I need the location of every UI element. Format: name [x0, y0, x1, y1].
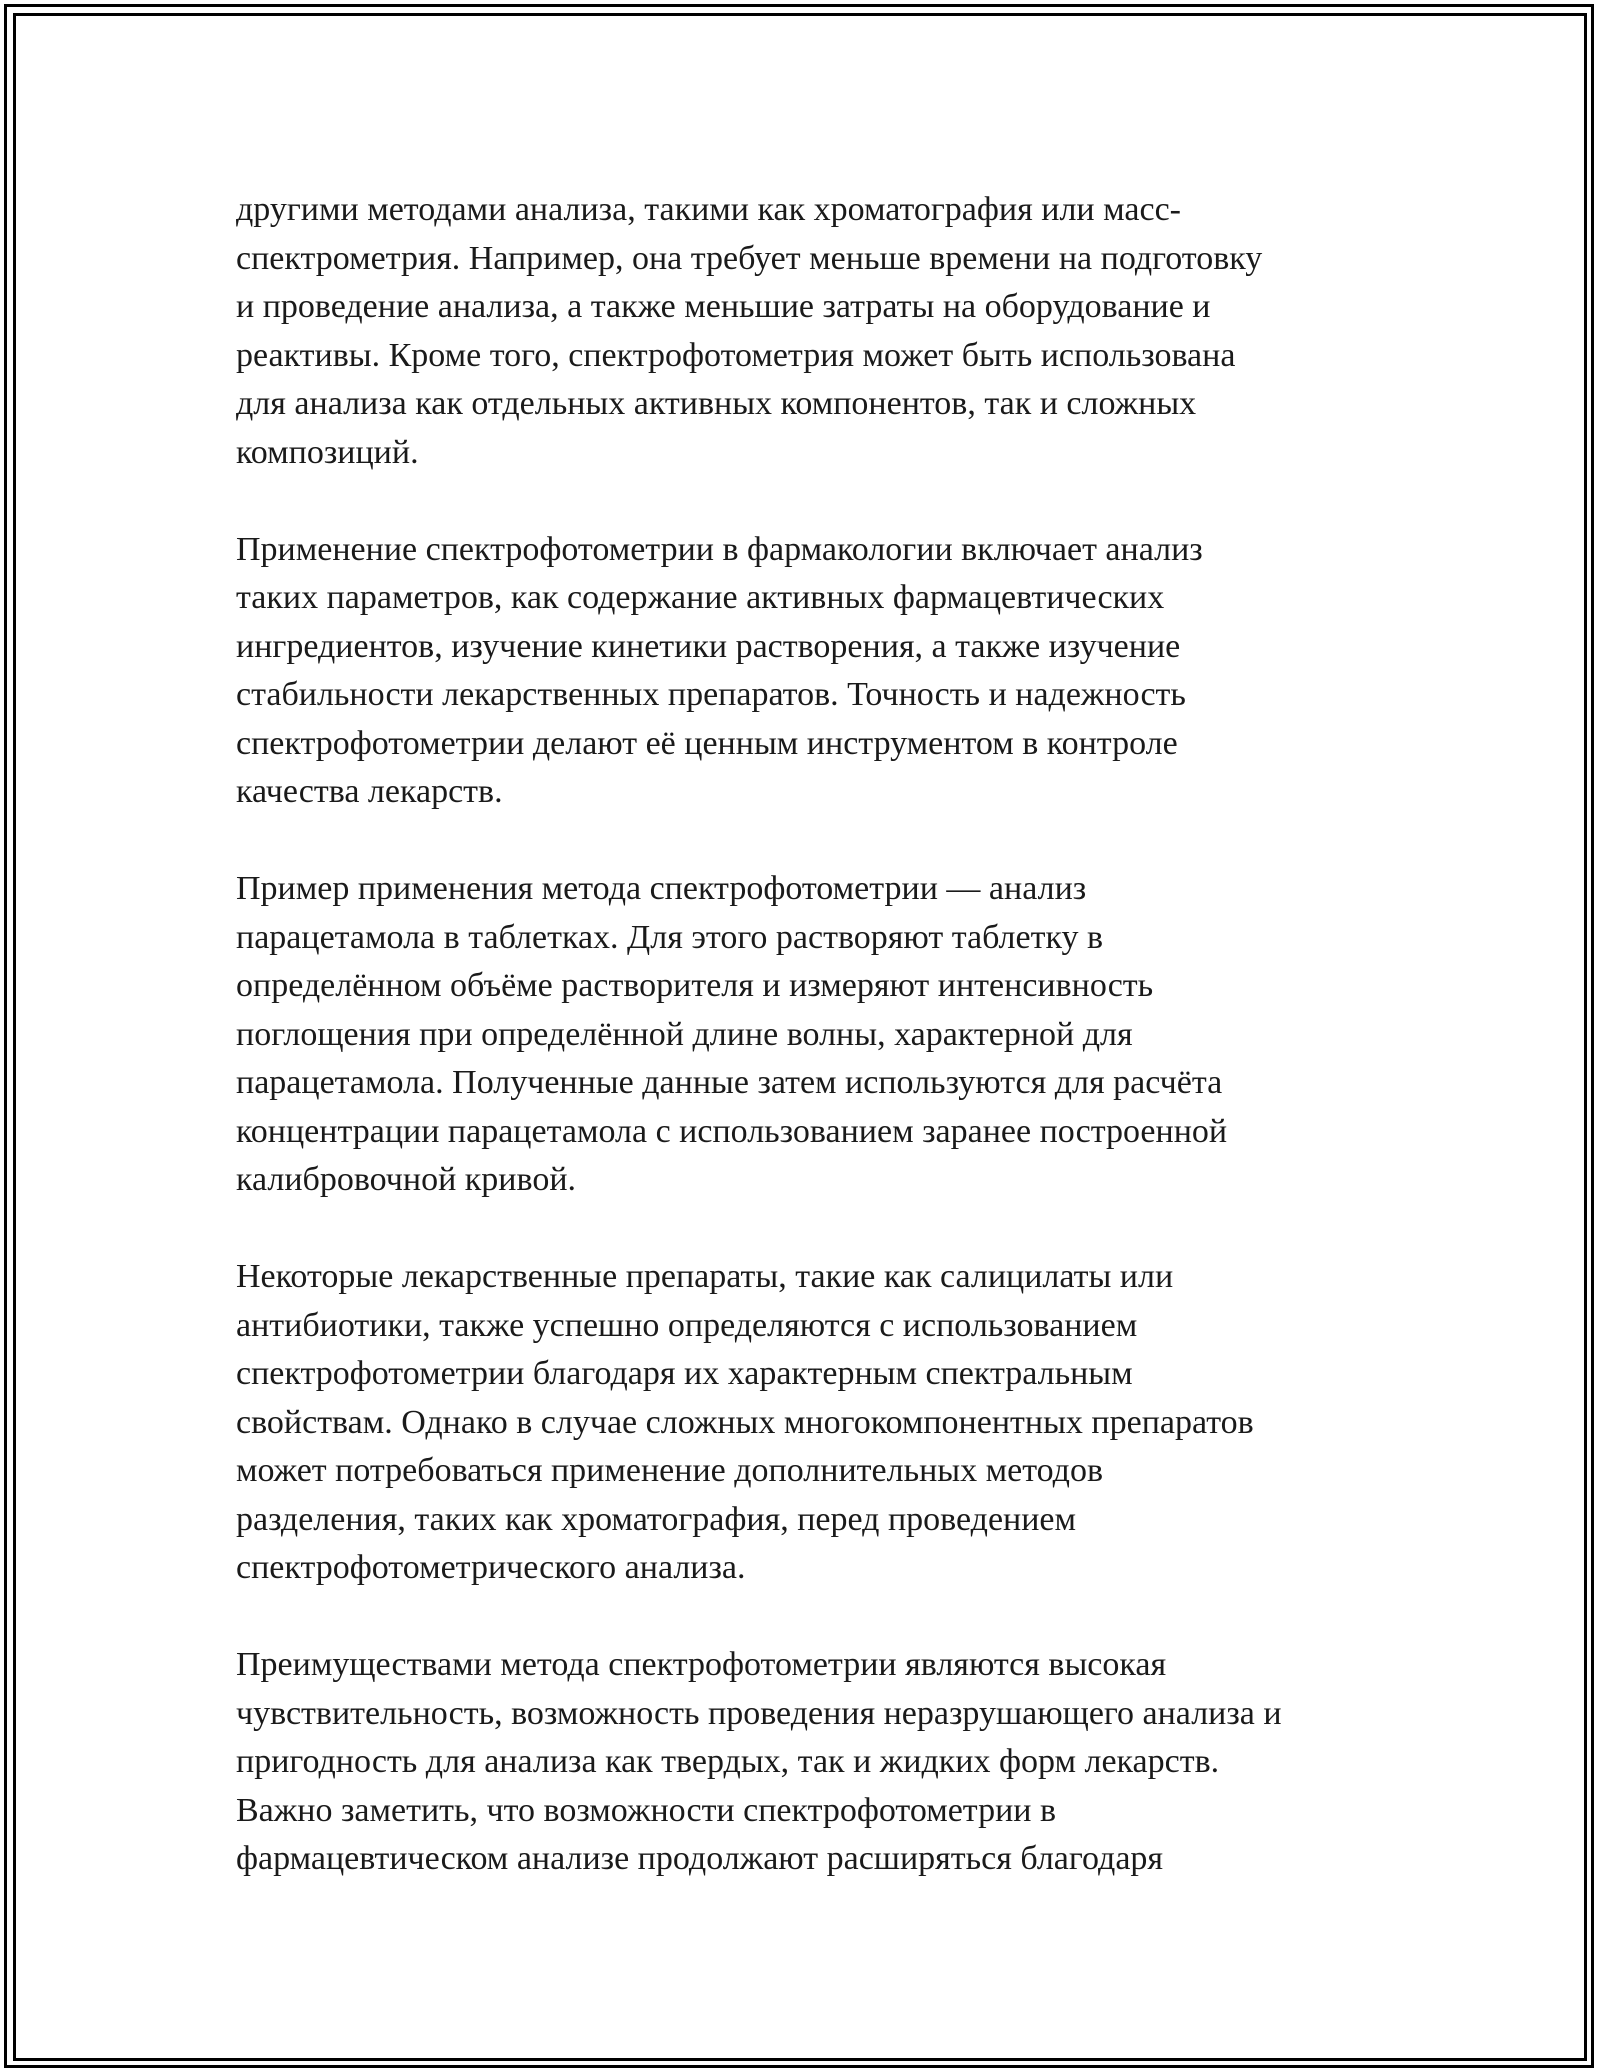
- text-line: концентрации парацетамола с использованием заранее построенной: [236, 1112, 1228, 1150]
- text-line: таких параметров, как содержание активных фармацевтических: [236, 579, 1165, 616]
- paragraph-4: [236, 1253, 1386, 1593]
- text-line: ингредиентов, изучение кинетики растворения, а также изучение: [236, 627, 1181, 665]
- text-line: парацетамола. Полученные данные затем используются для расчёта: [236, 1064, 1223, 1101]
- text-line: качества лекарств.: [236, 773, 503, 810]
- text-line: антибиотики, также успешно определяются с использованием: [236, 1306, 1138, 1344]
- text-line: Некоторые лекарственные препараты, такие как салицилаты или: [236, 1258, 1174, 1295]
- text-line: Применение спектрофотометрии в фармакологии включает анализ: [236, 530, 1203, 568]
- text-line: спектрофотометрии делают её ценным инструментом в контроле: [236, 724, 1178, 762]
- paragraph-5: [236, 1641, 1386, 1884]
- text-line: поглощения при определённой длине волны, характерной для: [236, 1015, 1133, 1053]
- text-line: фармацевтическом анализе продолжают расширяться благодаря: [236, 1840, 1164, 1877]
- text-line: чувствительность, возможность проведения неразрушающего анализа и: [236, 1694, 1282, 1732]
- text-line: другими методами анализа, такими как хроматография или масс-: [236, 191, 1181, 228]
- text-line: разделения, таких как хроматография, перед проведением: [236, 1500, 1077, 1538]
- text-line: и проведение анализа, а также меньшие затраты на оборудование и: [236, 288, 1211, 325]
- text-line: может потребоваться применение дополнительных методов: [236, 1452, 1103, 1489]
- text-line: свойствам. Однако в случае сложных многокомпонентных препаратов: [236, 1403, 1254, 1441]
- text-line: Пример применения метода спектрофотометрии — анализ: [236, 870, 1087, 907]
- text-line: Важно заметить, что возможности спектрофотометрии в: [236, 1791, 1057, 1829]
- document-body: [236, 186, 1386, 1932]
- paragraph-2: [236, 526, 1386, 817]
- text-line: композиций.: [236, 433, 419, 471]
- text-line: реактивы. Кроме того, спектрофотометрия может быть использована: [236, 336, 1236, 374]
- text-line: спектрофотометрии благодаря их характерным спектральным: [236, 1355, 1133, 1392]
- text-line: спектрофотометрического анализа.: [236, 1549, 746, 1586]
- text-line: определённом объёме растворителя и измеряют интенсивность: [236, 967, 1154, 1004]
- text-line: Преимуществами метода спектрофотометрии являются высокая: [236, 1646, 1167, 1683]
- text-line: пригодность для анализа как твердых, так и жидких форм лекарств.: [236, 1743, 1220, 1780]
- paragraph-1: [236, 186, 1386, 477]
- text-line: стабильности лекарственных препаратов. Точность и надежность: [236, 676, 1186, 713]
- text-line: калибровочной кривой.: [236, 1161, 577, 1198]
- text-line: для анализа как отдельных активных компонентов, так и сложных: [236, 385, 1197, 422]
- paragraph-3: [236, 865, 1386, 1205]
- text-line: спектрометрия. Например, она требует меньше времени на подготовку: [236, 239, 1263, 277]
- text-line: парацетамола в таблетках. Для этого растворяют таблетку в: [236, 918, 1104, 956]
